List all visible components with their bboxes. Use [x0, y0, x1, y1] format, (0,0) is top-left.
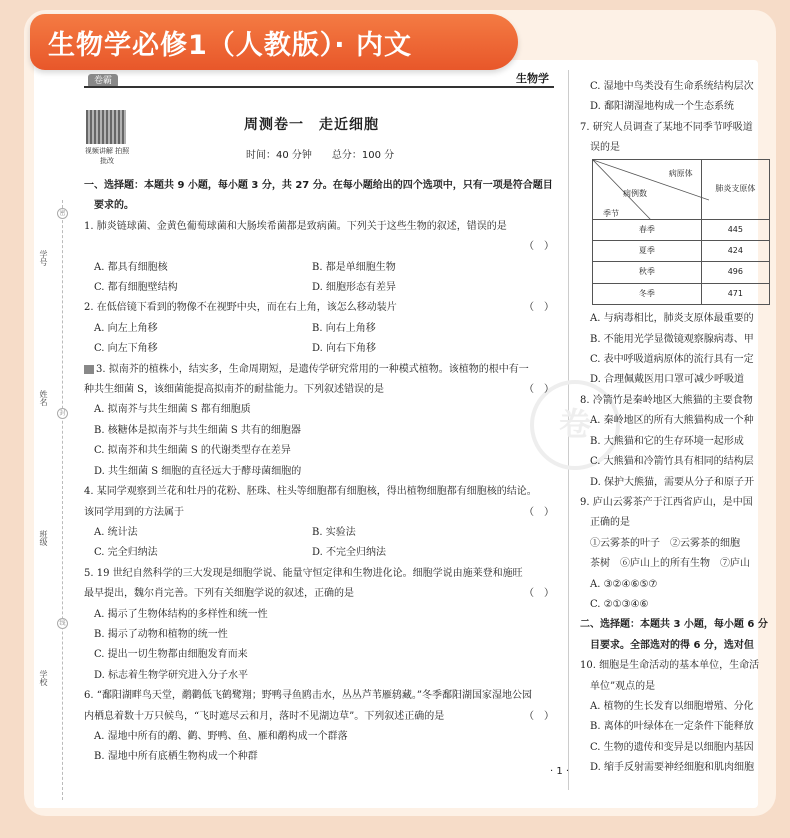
section-heading: 二、选择题：本题共 3 小题，每小题 6 分	[580, 619, 768, 631]
name-label: 姓名	[39, 390, 48, 406]
seal-circle: 密	[57, 208, 68, 219]
question-9-cont: 正确的是	[590, 517, 630, 529]
question-7: 7. 研究人员调查了某地不同季节呼吸道	[580, 121, 753, 133]
school-label: 学校	[39, 670, 48, 686]
table-cell: 445	[701, 219, 769, 240]
page-number: · 1 ·	[550, 766, 570, 777]
option-c[interactable]: C. 表中呼吸道病原体的流行具有一定	[590, 354, 754, 366]
seal-line	[62, 200, 63, 800]
table-cell: 471	[701, 283, 769, 304]
question-1	[84, 217, 558, 237]
option-d[interactable]: D. 细胞形态有差异	[312, 282, 397, 294]
table-row	[593, 219, 770, 240]
question-10: 10. 细胞是生命活动的基本单位，生命活	[580, 660, 760, 672]
question-stem: 最早提出，魏尔肖完善。下列有关细胞学说的叙述，正确的是	[84, 588, 354, 600]
question-stem: 种共生细菌 S，该细菌能提高拟南芥的耐盐能力。下列叙述错误的是	[84, 384, 385, 396]
options	[84, 319, 558, 360]
option-c[interactable]: C. ②①③④⑥	[590, 598, 649, 610]
table-cell: 冬季	[593, 283, 702, 304]
question-3-cont	[84, 380, 558, 400]
option-b[interactable]: B. 大熊猫和它的生存环境一起形成	[590, 435, 744, 447]
header-cases: 病例数	[623, 188, 647, 198]
qr-caption: 视频讲解 拍照批改	[84, 147, 130, 165]
question-6	[84, 686, 558, 706]
option-d[interactable]: D. 缩手反射需要神经细胞和肌肉细胞	[590, 762, 755, 774]
option-b[interactable]: B. 揭示了动物和植物的统一性	[94, 628, 228, 640]
question-4-cont	[84, 503, 558, 523]
answer-paren[interactable]: （ ）	[524, 588, 554, 600]
option-d[interactable]: D. 保护大熊猫，需要从分子和原子开	[590, 476, 755, 488]
question-stem: 内栖息着数十万只候鸟，“飞时遮尽云和月，落时不见湖边草”。下列叙述正确的是	[84, 710, 445, 722]
answer-paren[interactable]: （ ）	[524, 241, 554, 253]
option-d[interactable]: D. 不完全归纳法	[312, 547, 387, 559]
watermark-seal: 卷	[530, 380, 620, 470]
section-heading-cont: 要求的。	[94, 200, 134, 212]
left-column	[84, 176, 558, 768]
exam-meta	[246, 146, 394, 161]
table-cell: 496	[701, 262, 769, 283]
table-row	[593, 262, 770, 283]
option-b[interactable]: B. 核糖体是拟南芥与共生细菌 S 共有的细胞器	[94, 424, 301, 436]
option-c[interactable]: C. 向左下角移	[94, 343, 158, 355]
table-cell: 夏季	[593, 241, 702, 262]
seal-circle: 封	[57, 408, 68, 419]
option-a[interactable]: A. 向左上角移	[94, 322, 158, 334]
option-b[interactable]: B. 向右上角移	[312, 322, 376, 334]
page-title: 周测卷一 走近细胞	[244, 117, 379, 133]
option-c[interactable]: C. 都有细胞壁结构	[94, 282, 178, 294]
question-stem: 该同学用到的方法属于	[84, 506, 184, 518]
question-5-cont	[84, 584, 558, 604]
option-a[interactable]: A. 揭示了生物体结构的多样性和统一性	[94, 608, 268, 620]
table-cell: 春季	[593, 219, 702, 240]
publisher-logo: 卷霸	[88, 74, 118, 88]
banner-text: 生物学必修1（人教版）· 内文	[48, 29, 412, 61]
option-a[interactable]: A. 统计法	[94, 526, 138, 538]
header-pathogen: 病原体	[668, 168, 693, 178]
option-c[interactable]: C. 完全归纳法	[94, 547, 158, 559]
option-a[interactable]: A. 秦岭地区的所有大熊猫构成一个种	[590, 415, 754, 427]
qr-code-icon[interactable]	[86, 110, 126, 144]
answer-paren-row	[84, 237, 558, 257]
title-banner	[30, 14, 518, 70]
question-5	[84, 564, 558, 584]
question-stem: 4. 某同学观察到兰花和牡丹的花粉、胚珠、柱头等细胞都有细胞核，得出植物细胞都有细胞核的结论。	[84, 486, 537, 498]
video-play-icon[interactable]	[84, 365, 94, 374]
option-b[interactable]: B. 实验法	[312, 526, 356, 538]
table-row	[593, 283, 770, 304]
table-cell: 秋季	[593, 262, 702, 283]
option-c[interactable]: C. 湿地中鸟类没有生命系统结构层次	[590, 81, 754, 92]
question-10-cont: 单位”观点的是	[590, 680, 656, 692]
question-stem: 1. 肺炎链球菌、金黄色葡萄球菌和大肠埃希菌都是致病菌。下列关于这些生物的叙述，错误的是	[84, 220, 507, 232]
answer-paren[interactable]: （ ）	[524, 302, 554, 314]
score-info: 总分：100 分	[331, 150, 395, 161]
seal-circle: 线	[57, 618, 68, 629]
time-info: 时间：40 分钟	[246, 150, 312, 161]
question-7-cont: 误的是	[590, 142, 620, 154]
option-d[interactable]: D. 合理佩戴医用口罩可减少呼吸道	[590, 374, 745, 386]
question-stem: 2. 在低倍镜下看到的物像不在视野中央，而在右上角，该怎么移动装片	[84, 302, 397, 314]
question-2	[84, 298, 558, 318]
header-season: 季节	[603, 208, 619, 218]
question-stem: 6. “鄱阳湖畔鸟天堂，鹬鹳低飞鹤鹭翔；野鸭寻鱼鸥击水，丛丛芦苇雁鸫藏。”冬季鄱阳湖国家湿地公园	[84, 690, 532, 702]
answer-paren[interactable]: （ ）	[524, 506, 554, 518]
option-d[interactable]: D. 向右下角移	[312, 343, 377, 355]
question-stem: 5. 19 世纪自然科学的三大发现是细胞学说、能量守恒定律和生物进化论。细胞学说由施莱登和施旺	[84, 567, 523, 579]
option-b[interactable]: B. 湿地中所有底栖生物构成一个种群	[94, 751, 258, 763]
table-row	[593, 241, 770, 262]
student-id-label: 学号	[39, 250, 48, 266]
question-9-items: ①云雾茶的叶子 ②云雾茶的细胞	[590, 537, 740, 549]
option-a[interactable]: A. 拟南芥与共生细菌 S 都有细胞质	[94, 404, 251, 416]
option-a[interactable]: A. 湿地中所有的鹬、鹳、野鸭、鱼、雁和鹬构成一个群落	[94, 730, 348, 742]
option-c[interactable]: C. 大熊猫和冷箭竹具有相同的结构层	[590, 456, 754, 468]
answer-paren[interactable]: （ ）	[524, 384, 554, 396]
option-b[interactable]: B. 离体的叶绿体在一定条件下能释放	[590, 721, 754, 733]
option-a[interactable]: A. 都具有细胞核	[94, 261, 168, 273]
answer-paren[interactable]: （ ）	[524, 710, 554, 722]
option-b[interactable]: B. 不能用光学显微镜观察腺病毒、甲	[590, 333, 754, 345]
option-c[interactable]: C. 拟南芥和共生细菌 S 的代谢类型存在差异	[94, 445, 291, 457]
question-9-items: 茶树 ⑥庐山上的所有生物 ⑦庐山	[590, 558, 750, 570]
option-a[interactable]: A. 与病毒相比，肺炎支原体最重要的	[590, 313, 754, 325]
options	[84, 523, 558, 564]
section-heading-cont: 目要求。全部选对的得 6 分，选对但	[590, 639, 754, 651]
question-4	[84, 482, 558, 502]
question-stem: 3. 拟南芥的植株小，结实多，生命周期短，是遗传学研究常用的一种模式植物。该植物的根中有一	[96, 363, 529, 375]
class-label: 班级	[39, 530, 48, 546]
question-3	[84, 360, 558, 380]
question-9: 9. 庐山云雾茶产于江西省庐山，是中国	[580, 496, 753, 508]
subject-label: 生物学	[516, 72, 549, 85]
table-col-header: 肺炎支原体	[701, 159, 769, 219]
pathogen-table	[592, 159, 770, 306]
options	[84, 258, 558, 299]
option-a[interactable]: A. ③②④⑥⑤⑦	[590, 578, 658, 590]
option-a[interactable]: A. 植物的生长发育以细胞增殖、分化	[590, 700, 754, 712]
section-heading: 一、选择题：本题共 9 小题，每小题 3 分，共 27 分。在每小题给出的四个选项中，只有一项是符合题目	[84, 180, 553, 191]
option-d[interactable]: D. 共生细菌 S 细胞的直径远大于酵母菌细胞的	[94, 465, 302, 477]
right-column	[580, 77, 770, 779]
table-diagonal-header	[593, 159, 702, 219]
option-c[interactable]: C. 提出一切生物都由细胞发育而来	[94, 649, 248, 661]
option-b[interactable]: B. 都是单细胞生物	[312, 261, 396, 273]
header-rule	[84, 86, 554, 88]
option-c[interactable]: C. 生物的遗传和变异是以细胞内基因	[590, 741, 754, 753]
question-8: 8. 冷箭竹是秦岭地区大熊猫的主要食物	[580, 394, 753, 406]
option-d[interactable]: D. 鄱阳湖湿地构成一个生态系统	[590, 101, 735, 113]
option-d[interactable]: D. 标志着生物学研究进入分子水平	[94, 669, 249, 681]
table-cell: 424	[701, 241, 769, 262]
question-6-cont	[84, 707, 558, 727]
